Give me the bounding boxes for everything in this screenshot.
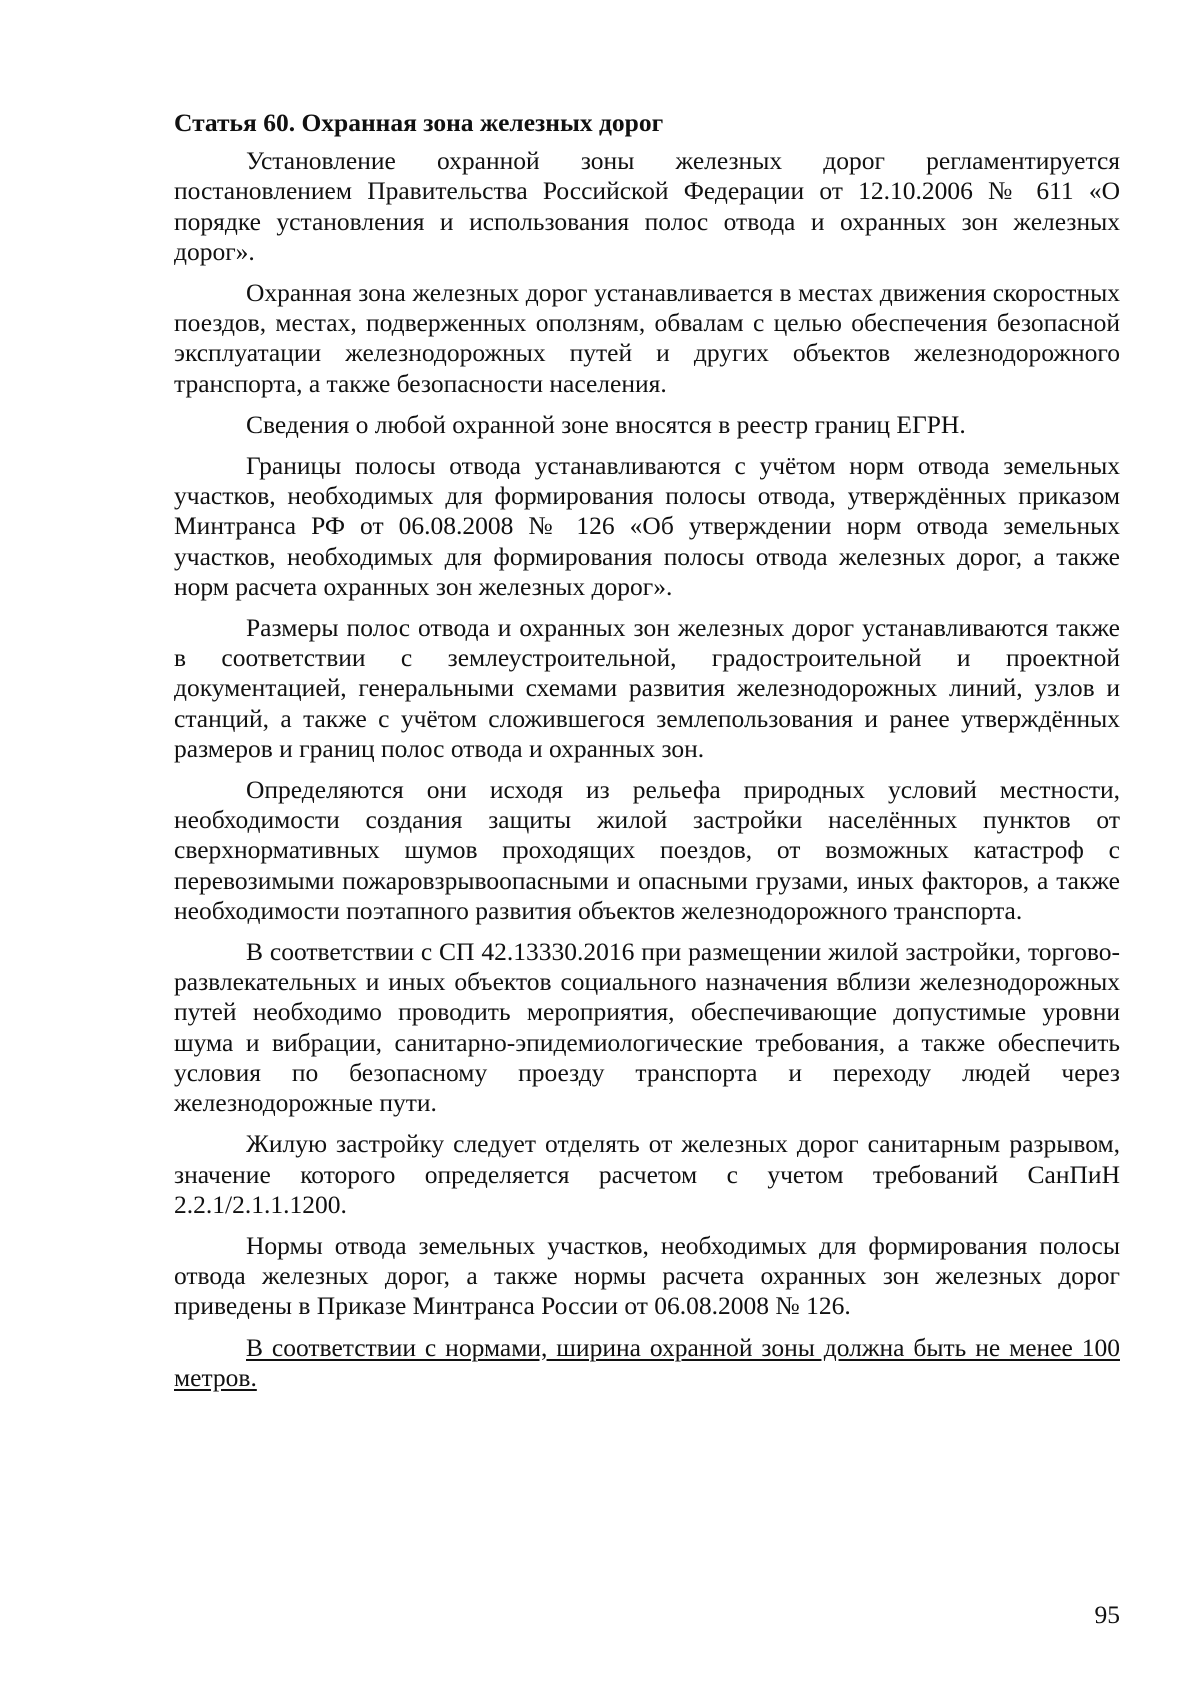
document-body (174, 108, 1120, 1404)
paragraph: Определяются они исходя из рельефа природных условий местности, необходимости создания защиты жилой застройки населённых пунктов от сверхнормативных шумов проходящих поездов, от возможных катастроф с перевозимыми пожаровзрывоопасными и опасными грузами, иных факторов, а также необходимости поэтапного развития объектов железнодорожного транспорта. (174, 775, 1120, 925)
paragraph: Установление охранной зоны железных дорог регламентируется постановлением Правительства Российской Федерации от 12.10.2006 № 611 «О порядке установления и использования полос отвода и охранных зон железных дорог». (174, 146, 1120, 266)
paragraph: Жилую застройку следует отделять от железных дорог санитарным разрывом, значение которого определяется расчетом с учетом требований СанПиН 2.2.1/2.1.1.1200. (174, 1129, 1120, 1219)
article-heading: Статья 60. Охранная зона железных дорог (174, 108, 664, 137)
final-paragraph (174, 1333, 1120, 1393)
paragraph: Сведения о любой охранной зоне вносятся в реестр границ ЕГРН. (246, 409, 966, 439)
paragraph: Нормы отвода земельных участков, необходимых для формирования полосы отвода железных дорог, а также нормы расчета охранных зон железных дорог приведены в Приказе Минтранса России от 06.08.2008 № 126. (174, 1230, 1120, 1321)
paragraph: Размеры полос отвода и охранных зон железных дорог устанавливаются также в соответствии с землеустроительной, градостроительной и проектной документацией, генеральными схемами развития железнодорожных линий, узлов и станций, а также с учётом сложившегося землепользования и ранее утверждённых размеров и границ полос отвода и охранных зон. (174, 613, 1120, 763)
paragraph: В соответствии с СП 42.13330.2016 при размещении жилой застройки, торгово-развлекательных и иных объектов социального назначения вблизи железнодорожных путей необходимо проводить мероприятия, обеспечивающие допустимые уровни шума и вибрации, санитарно-эпидемиологические требования, а также обеспечить условия по безопасному проезду транспорта и переходу людей через железнодорожные пути. (174, 937, 1120, 1118)
paragraph: Границы полосы отвода устанавливаются с учётом норм отвода земельных участков, необходимых для формирования полосы отвода, утверждённых приказом Минтранса РФ от 06.08.2008 № 126 «Об утверждении норм отвода земельных участков, необходимых для формирования полосы отвода железных дорог, а также норм расчета охранных зон железных дорог». (174, 451, 1120, 601)
underlined-conclusion: В соответствии с нормами, ширина охранной зоны должна быть не менее 100 метров. (174, 1332, 1120, 1392)
page-number: 95 (1094, 1600, 1120, 1629)
paragraph: Охранная зона железных дорог устанавливается в местах движения скоростных поездов, местах, подверженных оползням, обвалам с целью обеспечения безопасной эксплуатации железнодорожных путей и других объектов железнодорожного транспорта, а также безопасности населения. (174, 278, 1120, 398)
